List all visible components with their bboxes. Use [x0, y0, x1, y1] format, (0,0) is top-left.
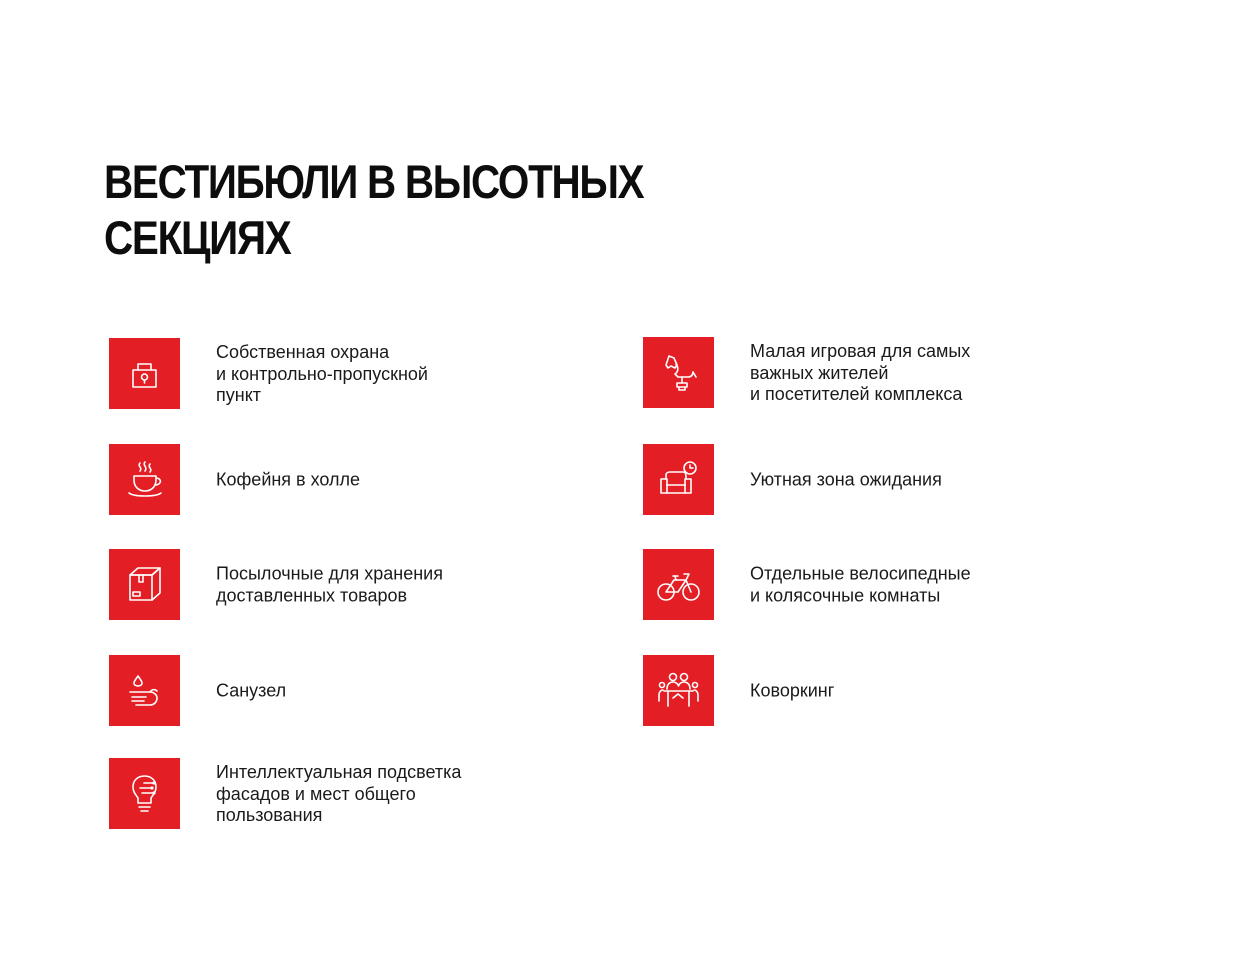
feature-coffee: [109, 444, 549, 516]
feature-label: Отдельные велосипедные и колясочные комнаты: [750, 563, 971, 605]
page-title: ВЕСТИБЮЛИ В ВЫСОТНЫХ СЕКЦИЯХ: [104, 155, 644, 264]
feature-bicycle: [643, 549, 1083, 621]
feature-label: Малая игровая для самых важных жителей и посетителей комплекса: [750, 340, 971, 404]
coworking-icon: [643, 655, 714, 726]
hand-wash-icon: [109, 655, 180, 726]
coffee-cup-icon: [109, 444, 180, 515]
feature-label: Уютная зона ожидания: [750, 469, 942, 490]
padlock-icon: [109, 338, 180, 409]
rocking-horse-icon: [643, 337, 714, 408]
smart-bulb-icon: [109, 758, 180, 829]
feature-label: Интеллектуальная подсветка фасадов и мест общего пользования: [216, 761, 462, 825]
feature-coworking: [643, 655, 1083, 727]
feature-label: Посылочные для хранения доставленных товаров: [216, 563, 443, 605]
armchair-clock-icon: [643, 444, 714, 515]
parcel-box-icon: [109, 549, 180, 620]
feature-parcels: [109, 549, 549, 621]
feature-label: Собственная охрана и контрольно-пропускной пункт: [216, 341, 428, 405]
feature-label: Коворкинг: [750, 680, 835, 701]
feature-lighting: [109, 758, 549, 830]
feature-restroom: [109, 655, 549, 727]
feature-playroom: [643, 337, 1083, 409]
feature-label: Кофейня в холле: [216, 469, 361, 490]
feature-waiting: [643, 444, 1083, 516]
bicycle-icon: [643, 549, 714, 620]
feature-label: Санузел: [216, 680, 287, 701]
feature-security: [109, 338, 549, 410]
